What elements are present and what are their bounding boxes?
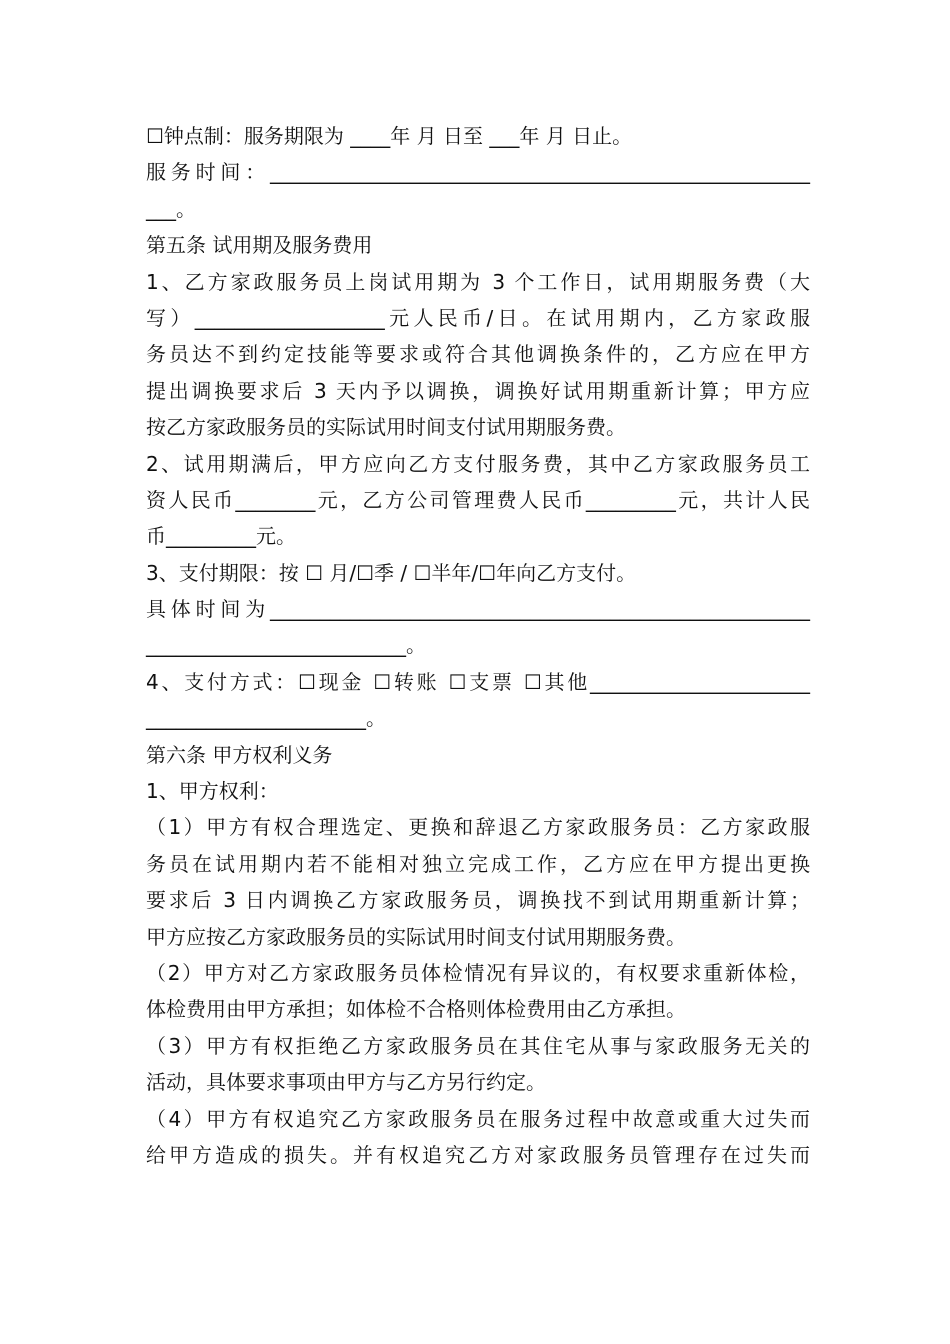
text-line: 务员达不到约定技能等要求或符合其他调换条件的，乙方应在甲方 <box>146 342 810 367</box>
text-line: （1）甲方有权合理选定、更换和辞退乙方家政服务员：乙方家政服 <box>146 815 810 840</box>
text-line: 按乙方家政服务员的实际试用时间支付试用期服务费。 <box>146 415 626 440</box>
text-line: __________________________。 <box>146 633 426 658</box>
text-line: 甲方应按乙方家政服务员的实际试用时间支付试用期服务费。 <box>146 924 686 949</box>
text-line: 3、支付期限：按 ☐ 月/☐季 / ☐半年/☐年向乙方支付。 <box>146 560 637 585</box>
text-line: 4、支付方式：☐现金 ☐转账 ☐支票 ☐其他______________________ <box>146 669 810 694</box>
document-body <box>146 118 810 1173</box>
text-line: 资人民币________元，乙方公司管理费人民币_________元，共计人民 <box>146 487 810 512</box>
subsection-heading: 1、甲方权利： <box>146 779 279 804</box>
text-line: ___。 <box>146 196 196 221</box>
text-line: 要求后 3 日内调换乙方家政服务员，调换找不到试用期重新计算； <box>146 888 810 913</box>
text-line: ______________________。 <box>146 706 386 731</box>
text-line: 体检费用由甲方承担；如体检不合格则体检费用由乙方承担。 <box>146 997 686 1022</box>
text-line: （4）甲方有权追究乙方家政服务员在服务过程中故意或重大过失而 <box>146 1106 810 1131</box>
text-line: 给甲方造成的损失。并有权追究乙方对家政服务员管理存在过失而 <box>146 1142 810 1167</box>
text-line: ☐钟点制：服务期限为 ____年 月 日至 ___年 月 日止。 <box>146 124 633 148</box>
text-line: 服务时间：______________________________________________________ <box>146 160 810 185</box>
text-line: 币_________元。 <box>146 524 296 549</box>
text-line: 活动，具体要求事项由甲方与乙方另行约定。 <box>146 1070 546 1095</box>
section-heading: 第五条 试用期及服务费用 <box>146 233 373 258</box>
text-line: （3）甲方有权拒绝乙方家政服务员在其住宅从事与家政服务无关的 <box>146 1033 810 1058</box>
text-line: （2）甲方对乙方家政服务员体检情况有异议的，有权要求重新体检， <box>146 960 810 985</box>
text-line: 务员在试用期内若不能相对独立完成工作，乙方应在甲方提出更换 <box>146 851 810 876</box>
text-line: 2、试用期满后，甲方应向乙方支付服务费，其中乙方家政服务员工 <box>146 451 810 476</box>
text-line: 提出调换要求后 3 天内予以调换，调换好试用期重新计算；甲方应 <box>146 378 810 403</box>
text-line: 具体时间为______________________________________________________ <box>146 597 810 622</box>
section-heading: 第六条 甲方权利义务 <box>146 742 333 767</box>
text-line: 写）___________________元人民币/日。在试用期内，乙方家政服 <box>146 305 810 330</box>
text-line: 1、乙方家政服务员上岗试用期为 3 个工作日，试用期服务费（大 <box>146 269 810 294</box>
